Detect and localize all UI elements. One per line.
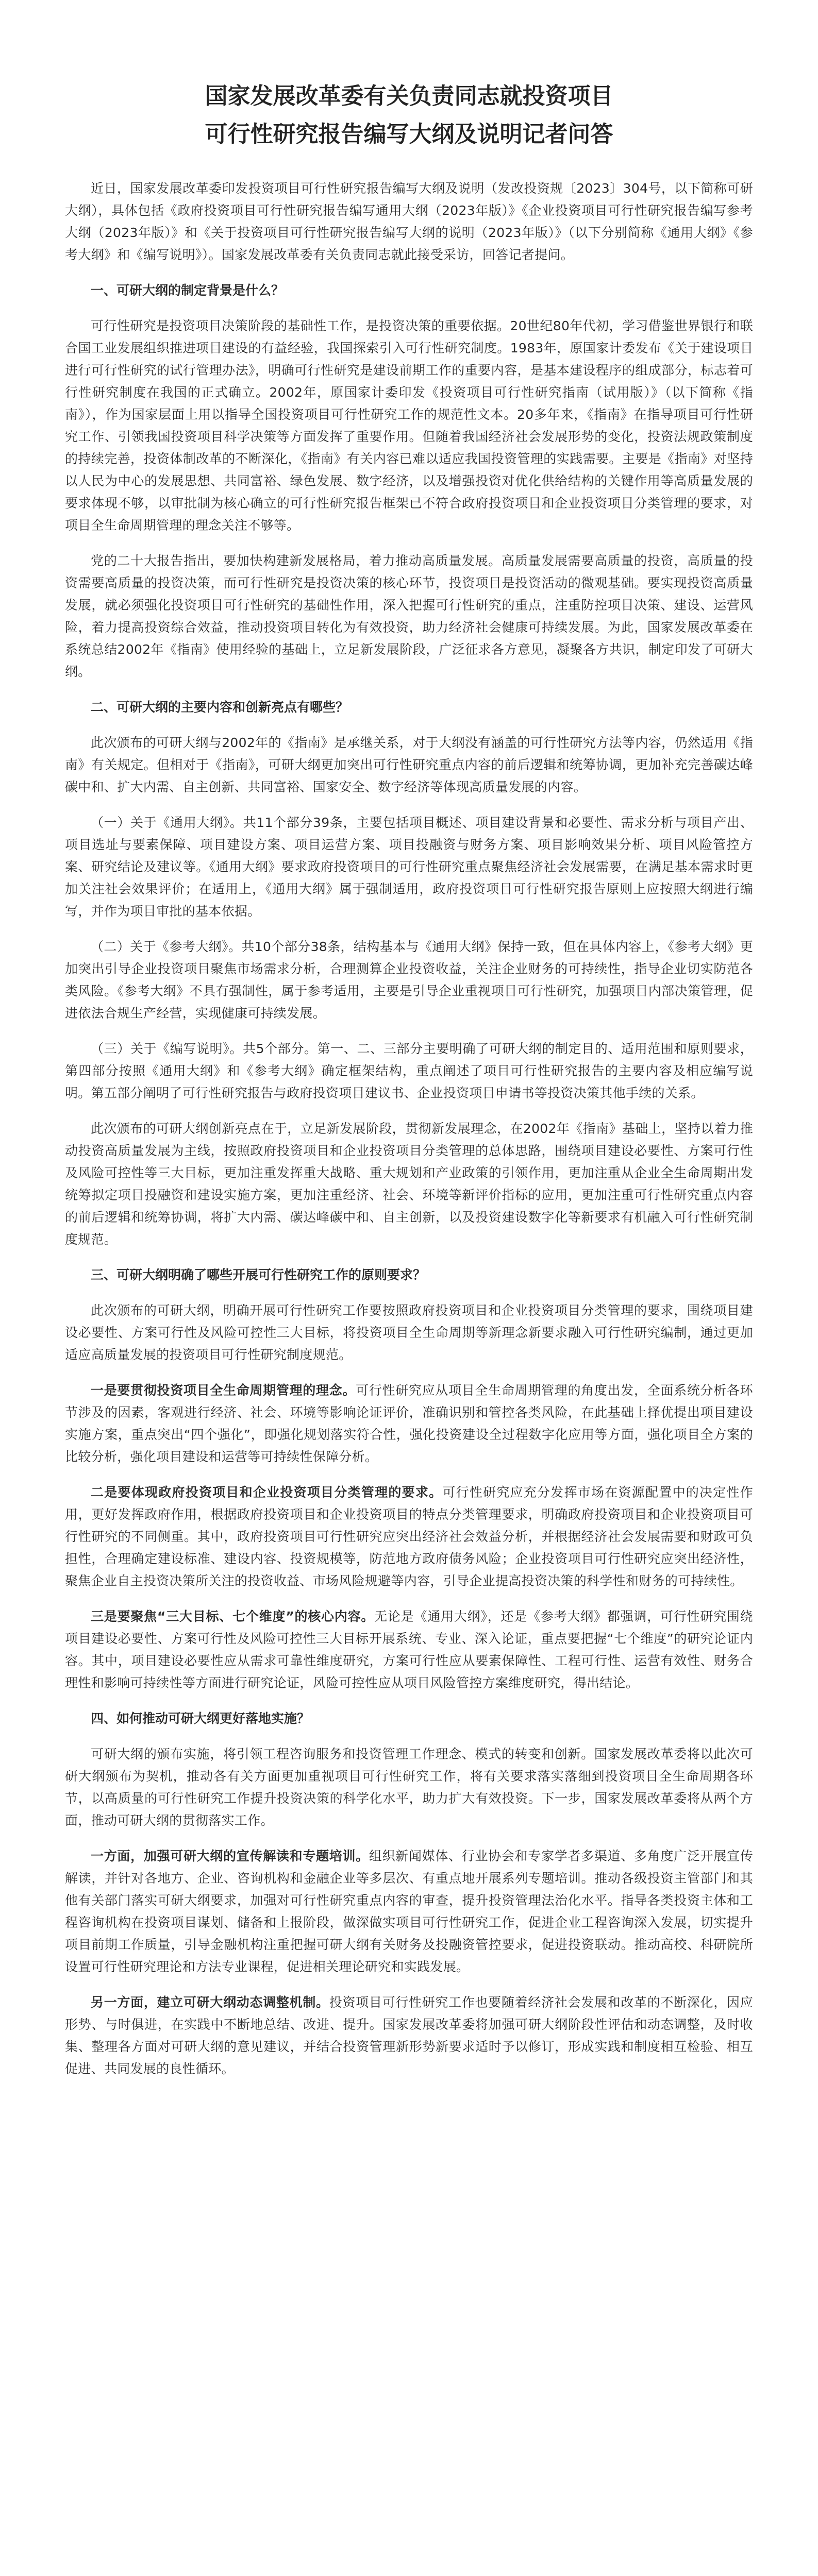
paragraph-lead: 二是要体现政府投资项目和企业投资项目分类管理的要求。 (91, 1485, 443, 1500)
article-body (65, 279, 753, 2080)
paragraph-text: 此次颁布的可研大纲，明确开展可行性研究工作要按照政府投资项目和企业投资项目分类管理的要求，围绕项目建设必要性、方案可行性及风险可控性三大目标，将投资项目全生命周期等新理念新要求融入可行性研究编制，通过更加适应高质量发展的投资项目可行性研究制度规范。 (65, 1303, 753, 1362)
paragraph-text: 党的二十大报告指出，要加快构建新发展格局，着力推动高质量发展。高质量发展需要高质量的投资，高质量的投资需要高质量的投资决策，而可行性研究是投资决策的核心环节，投资项目是投资活动的微观基础。要实现投资高质量发展，就必须强化投资项目可行性研究的基础性作用，深入把握可行性研究的重点，注重防控项目决策、建设、运营风险，着力提高投资综合效益，推动投资项目转化为有效投资，助力经济社会健康可持续发展。为此，国家发展改革委在系统总结2002年《指南》使用经验的基础上，立足新发展阶段，广泛征求各方意见，凝聚各方共识，制定印发了可研大纲。 (65, 553, 753, 679)
paragraph-text: （一）关于《通用大纲》。共11个部分39条，主要包括项目概述、项目建设背景和必要性、需求分析与项目产出、项目选址与要素保障、项目建设方案、项目运营方案、项目投融资与财务方案、项目影响效果分析、项目风险管控方案、研究结论及建议等。《通用大纲》要求政府投资项目的可行性研究重点聚焦经济社会发展需要，在满足基本需求时更加关注社会效果评价；在适用上，《通用大纲》属于强制适用，政府投资项目可行性研究报告原则上应按照大纲进行编写，并作为项目审批的基本依据。 (65, 815, 753, 919)
paragraph-text: 可行性研究应从项目全生命周期管理的角度出发，全面系统分析各环节涉及的因素，客观进行经济、社会、环境等影响论证评价，准确识别和管控各类风险，在此基础上择优提出项目建设实施方案，重点突出“四个强化”，即强化规划落实符合性，强化投资建设全过程数字化应用等方面，强化项目全方案的比较分析，强化项目建设和运营等可持续性保障分析。 (65, 1383, 753, 1464)
paragraph-text: 可行性研究是投资项目决策阶段的基础性工作，是投资决策的重要依据。20世纪80年代初，学习借鉴世界银行和联合国工业发展组织推进项目建设的有益经验，我国探索引入可行性研究制度。1983年，原国家计委发布《关于建设项目进行可行性研究的试行管理办法》，明确可行性研究是建设前期工作的重要内容，是基本建设程序的组成部分，标志着可行性研究制度在我国的正式确立。2002年，原国家计委印发《投资项目可行性研究指南（试用版）》（以下简称《指南》），作为国家层面上用以指导全国投资项目可行性研究工作的规范性文本。20多年来，《指南》在指导项目可行性研究工作、引领我国投资项目科学决策等方面发挥了重要作用。但随着我国经济社会发展形势的变化，投资法规政策制度的持续完善，投资体制改革的不断深化，《指南》有关内容已难以适应我国投资管理的实践需要。主要是《指南》对坚持以人民为中心的发展思想、共同富裕、绿色发展、数字经济，以及增强投资对优化供给结构的关键作用等高质量发展的要求体现不够，以审批制为核心确立的可行性研究报告框架已不符合政府投资项目和企业投资项目分类管理的要求，对项目全生命周期管理的理念关注不够等。 (65, 318, 753, 533)
paragraph-text: 可研大纲的颁布实施，将引领工程咨询服务和投资管理工作理念、模式的转变和创新。国家发展改革委将以此次可研大纲颁布为契机，推动各有关方面更加重视项目可行性研究工作，将有关要求落实落细到投资项目全生命周期各环节，以高质量的可行性研究工作提升投资决策的科学化水平，助力扩大有效投资。下一步，国家发展改革委将从两个方面，推动可研大纲的贯彻落实工作。 (65, 1747, 753, 1828)
body-paragraph (65, 811, 753, 922)
title-line-1: 国家发展改革委有关负责同志就投资项目 (205, 83, 613, 109)
section-heading: 四、如何推动可研大纲更好落地实施？ (91, 1711, 310, 1726)
paragraph-text: 无论是《通用大纲》，还是《参考大纲》都强调，可行性研究围绕项目建设必要性、方案可行性及风险可控性三大目标开展系统、专业、深入论证，重点要把握“七个维度”的研究论证内容。其中，项目建设必要性应从需求可靠性维度研究，方案可行性应从要素保障性、工程可行性、运营有效性、财务合理性和影响可持续性等方面进行研究论证，风险可控性应从项目风险管控方案维度研究，得出结论。 (65, 1609, 753, 1690)
body-paragraph (65, 550, 753, 683)
paragraph-text: 可行性研究应充分发挥市场在资源配置中的决定性作用，更好发挥政府作用，根据政府投资项目和企业投资项目的特点分类管理要求，明确政府投资项目和企业投资项目可行性研究的不同侧重。其中，政府投资项目可行性研究应突出经济社会效益分析，并根据经济社会发展需要和财政可负担性，合理确定建设标准、建设内容、投资规模等，防范地方政府债务风险；企业投资项目可行性研究应突出经济性，聚焦企业自主投资决策所关注的投资收益、市场风险规避等内容，引导企业提高投资决策的科学性和财务的可持续性。 (65, 1485, 753, 1588)
body-paragraph (65, 315, 753, 536)
section-heading: 一、可研大纲的制定背景是什么？ (91, 283, 285, 298)
paragraph-lead: 一是要贯彻投资项目全生命周期管理的理念。 (91, 1383, 356, 1398)
body-paragraph (65, 732, 753, 798)
intro-paragraph: 近日，国家发展改革委印发投资项目可行性研究报告编写大纲及说明（发改投资规〔2023〕304号，以下简称可研大纲），具体包括《政府投资项目可行性研究报告编写通用大纲（2023年版）》《企业投资项目可行性研究报告编写参考大纲（2023年版）》和《关于投资项目可行性研究报告编写大纲的说明（2023年版）》（以下分别简称《通用大纲》《参考大纲》和《编写说明》）。国家发展改革委有关负责同志就此接受采访，回答记者提问。 (65, 181, 753, 262)
paragraph-lead: 一方面，加强可研大纲的宣传解读和专题培训。 (91, 1849, 369, 1863)
body-paragraph (65, 1379, 753, 1468)
body-paragraph (65, 1481, 753, 1592)
paragraph-lead: 三是要聚焦“三大目标、七个维度”的核心内容。 (91, 1609, 375, 1624)
body-paragraph (65, 1117, 753, 1250)
body-paragraph (65, 1299, 753, 1366)
paragraph-lead: 另一方面，建立可研大纲动态调整机制。 (91, 1995, 329, 2010)
paragraph-text: （二）关于《参考大纲》。共10个部分38条，结构基本与《通用大纲》保持一致，但在具体内容上，《参考大纲》更加突出引导企业投资项目聚焦市场需求分析，合理测算企业投资收益，关注企业财务的可持续性，指导企业切实防范各类风险。《参考大纲》不具有强制性，属于参考适用，主要是引导企业重视项目可行性研究，加强项目内部决策管理，促进依法合规生产经营，实现健康可持续发展。 (65, 939, 753, 1021)
section-heading: 三、可研大纲明确了哪些开展可行性研究工作的原则要求？ (91, 1267, 426, 1282)
paragraph-text: 此次颁布的可研大纲创新亮点在于，立足新发展阶段，贯彻新发展理念，在2002年《指南》基础上，坚持以着力推动投资高质量发展为主线，按照政府投资项目和企业投资项目分类管理的总体思路，围绕项目建设必要性、方案可行性及风险可控性等三大目标，更加注重发挥重大战略、重大规划和产业政策的引领作用，更加注重从企业全生命周期出发统筹拟定项目投融资和建设实施方案，更加注重经济、社会、环境等新评价指标的应用，更加注重可行性研究重点内容的前后逻辑和统筹协调，将扩大内需、碳达峰碳中和、自主创新，以及投资建设数字化等新要求有机融入可行性研究制度规范。 (65, 1121, 753, 1247)
paragraph-text: 此次颁布的可研大纲与2002年的《指南》是承继关系，对于大纲没有涵盖的可行性研究方法等内容，仍然适用《指南》有关规定。但相对于《指南》，可研大纲更加突出可行性研究重点内容的前后逻辑和统筹协调，更加补充完善碳达峰碳中和、扩大内需、自主创新、共同富裕、国家安全、数字经济等体现高质量发展的内容。 (65, 735, 753, 794)
body-paragraph (65, 1845, 753, 1978)
body-paragraph (65, 1743, 753, 1832)
body-paragraph (65, 1991, 753, 2080)
body-paragraph (65, 1605, 753, 1694)
title-line-2: 可行性研究报告编写大纲及说明记者问答 (205, 121, 613, 147)
body-paragraph (65, 1038, 753, 1104)
article-title (65, 77, 753, 154)
paragraph-text: （三）关于《编写说明》。共5个部分。第一、二、三部分主要明确了可研大纲的制定目的、适用范围和原则要求，第四部分按照《通用大纲》和《参考大纲》确定框架结构，重点阐述了项目可行性研究报告的主要内容及相应编写说明。第五部分阐明了可行性研究报告与政府投资项目建议书、企业投资项目申请书等投资决策其他手续的关系。 (65, 1041, 753, 1100)
section-heading: 二、可研大纲的主要内容和创新亮点有哪些？ (91, 700, 349, 715)
body-paragraph (65, 936, 753, 1024)
paragraph-text: 组织新闻媒体、行业协会和专家学者多渠道、多角度广泛开展宣传解读，并针对各地方、企业、咨询机构和金融企业等多层次、有重点地开展系列专题培训。推动各级投资主管部门和其他有关部门落实可研大纲要求，加强对可行性研究重点内容的审查，提升投资管理法治化水平。指导各类投资主体和工程咨询机构在投资项目谋划、储备和上报阶段，做深做实项目可行性研究工作，促进企业工程咨询深入发展，切实提升项目前期工作质量，引导金融机构注重把握可研大纲有关财务及投融资管控要求，促进投资联动。推动高校、科研院所设置可行性研究理论和方法专业课程，促进相关理论研究和实践发展。 (65, 1849, 753, 1974)
paragraph-text: 投资项目可行性研究工作也要随着经济社会发展和改革的不断深化，因应形势、与时俱进，在实践中不断地总结、改进、提升。国家发展改革委将加强可研大纲阶段性评估和动态调整，及时收集、整理各方面对可研大纲的意见建议，并结合投资管理新形势新要求适时予以修订，形成实践和制度相互检验、相互促进、共同发展的良性循环。 (65, 1995, 753, 2076)
